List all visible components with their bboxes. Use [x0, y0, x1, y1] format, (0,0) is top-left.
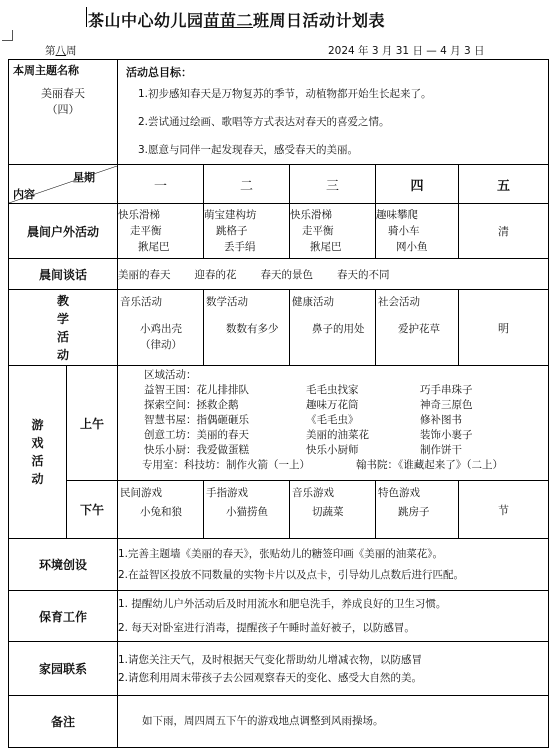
teaching-tue: 数学活动 数数有多少: [204, 290, 290, 366]
text-cursor: [86, 7, 87, 27]
home-label: 家园联系: [9, 642, 118, 696]
goal-item: 2.尝试通过绘画、歌唱等方式表达对春天的喜爱之情。: [138, 116, 390, 128]
theme-label: 本周主题名称: [13, 64, 79, 77]
environment-label: 环境创设: [9, 539, 118, 591]
outdoor-tue: 萌宝建构坊 跳格子 丢手绢: [204, 204, 290, 259]
teaching-label: 教 学 活 动: [9, 290, 118, 366]
care-content: 1. 提醒幼儿户外活动后及时用流水和肥皂洗手，养成良好的卫生习惯。 2. 每天对卧室进行消毒，提醒孩子午睡时盖好被子，以防感冒。: [118, 591, 549, 642]
goals-label: 活动总目标：: [126, 66, 192, 79]
page-corner-mark: [2, 30, 13, 41]
notes-content: 如下雨，周四周五下午的游戏地点调整到风雨操场。: [118, 696, 549, 748]
day-wed: 三: [290, 165, 376, 204]
games-pm-thu: 特色游戏 跳房子: [376, 481, 459, 539]
title-suffix: 班周日活动计划表: [253, 11, 386, 30]
environment-content: 1.完善主题墙《美丽的春天》，张贴幼儿的糖签印画《美丽的油菜花》。 2.在益智区投放不同数量的实物卡片以及点卡，引导幼儿点数后进行匹配。: [118, 539, 549, 591]
plan-table: [8, 59, 549, 748]
theme-part: （四）: [46, 103, 80, 116]
games-pm-mon: 民间游戏 小兔和狼: [118, 481, 204, 539]
morning-talk-topics: 美丽的春天 迎春的花 春天的景色 春天的不同: [118, 259, 549, 290]
goal-item: 3.愿意与同伴一起发现春天，感受春天的美丽。: [138, 144, 359, 156]
day-thu: 四: [376, 165, 459, 204]
games-am-areas: 区域活动： 益智王国：花儿排排队 毛毛虫找家 巧手串珠子 探索空间：拯救企鹅 趣味万花筒 神奇三原色 智慧书屋：指偶砸砸乐 《毛毛虫》 修补图书 创意工坊：美丽的春天 美丽的油菜花 装饰小裹子 快乐小厨：我爱做蛋糕 快乐小厨师 制作饼干 专用室：科技坊：制作火箭（一上） 翰书院：《谁藏起来了》（二上）: [118, 366, 549, 481]
games-am-label: 上午: [67, 366, 118, 481]
class-name: 苗苗二: [203, 11, 254, 30]
games-pm-fri: 节: [459, 481, 549, 539]
outdoor-wed: 快乐滑梯 走平衡 揪尾巴: [290, 204, 376, 259]
teaching-thu: 社会活动 爱护花草: [376, 290, 459, 366]
teaching-fri: 明: [459, 290, 549, 366]
days-header-corner: 星期 内容: [9, 165, 118, 204]
teaching-mon: 音乐活动 小鸡出壳（律动）: [118, 290, 204, 366]
home-content: 1.请您关注天气，及时根据天气变化帮助幼儿增减衣物，以防感冒 2.请您利用周末带孩子去公园观察春天的变化、感受大自然的美。: [118, 642, 549, 696]
day-fri: 五: [459, 165, 549, 204]
theme-cell: [9, 60, 118, 165]
theme-name: 美丽春天: [41, 87, 85, 100]
morning-talk-label: 晨间谈话: [9, 259, 118, 290]
teaching-wed: 健康活动 鼻子的用处: [290, 290, 376, 366]
notes-label: 备注: [9, 696, 118, 748]
goals-cell: [118, 60, 549, 165]
outdoor-thu: 趣味攀爬 骑小车 网小鱼: [376, 204, 459, 259]
outdoor-mon: 快乐滑梯 走平衡 揪尾巴: [118, 204, 204, 259]
day-mon: 一: [118, 165, 204, 204]
games-pm-wed: 音乐游戏 切蔬菜: [290, 481, 376, 539]
games-pm-tue: 手指游戏 小猫捞鱼: [204, 481, 290, 539]
outdoor-fri: 清: [459, 204, 549, 259]
goal-item: 1.初步感知春天是万物复苏的季节，动植物都开始生长起来了。: [138, 88, 432, 100]
page-title: [88, 8, 385, 31]
date-range: 2024 年 3 月 31 日 — 4 月 3 日: [328, 45, 485, 57]
day-tue: 二: [204, 165, 290, 204]
school-name: 茶山中心幼儿园: [88, 11, 204, 30]
games-label: 游 戏 活 动: [9, 366, 67, 539]
week-number: 第八周: [45, 45, 77, 57]
games-pm-label: 下午: [67, 481, 118, 539]
care-label: 保育工作: [9, 591, 118, 642]
morning-outdoor-label: 晨间户外活动: [9, 204, 118, 259]
